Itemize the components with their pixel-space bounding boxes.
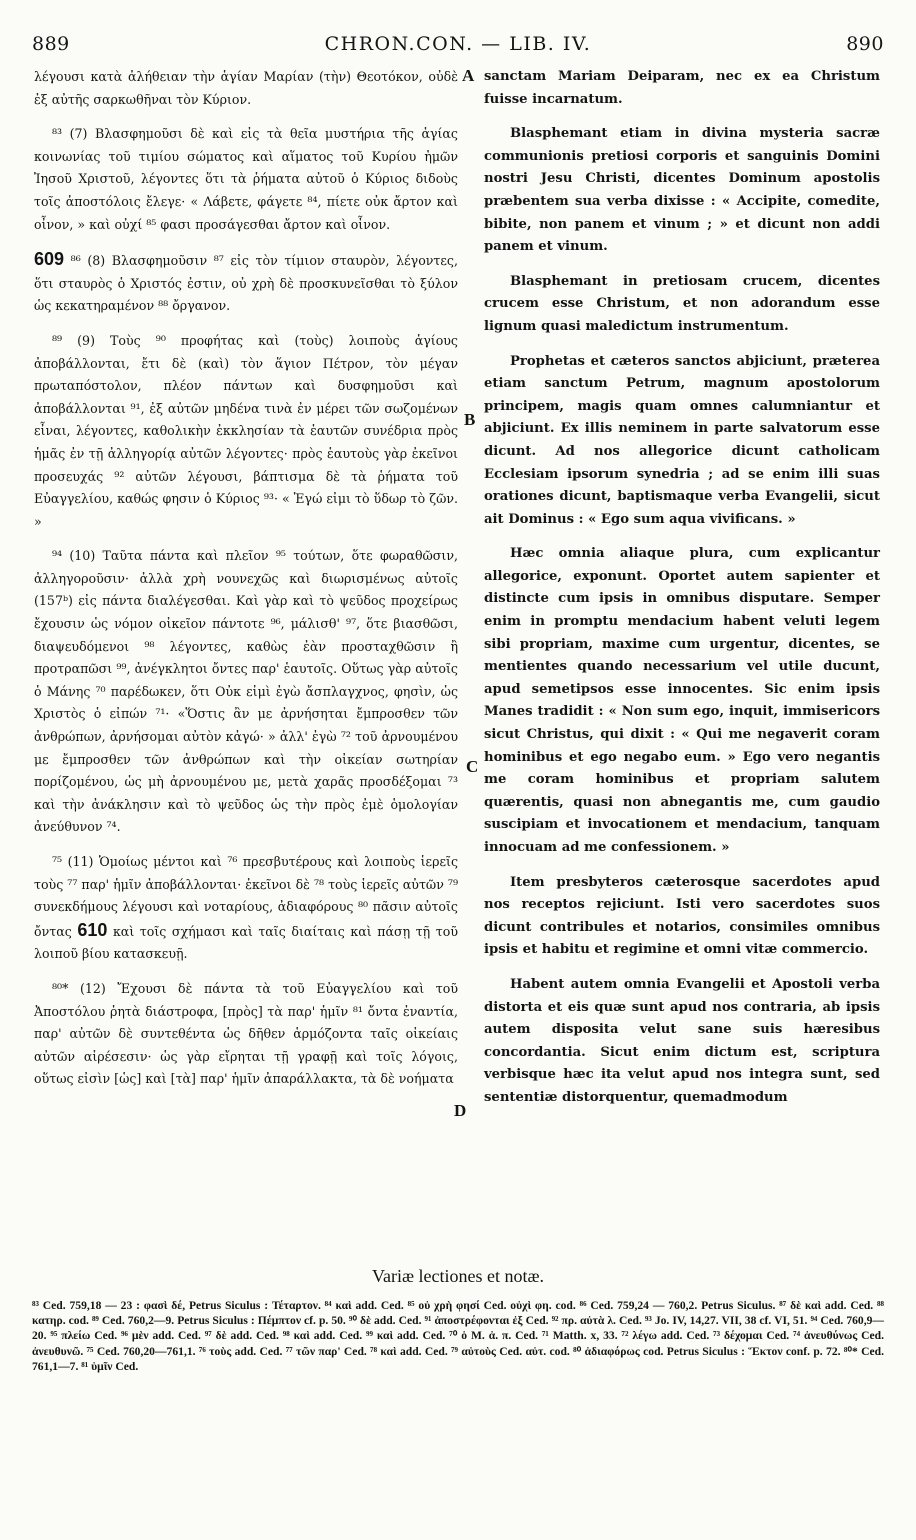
greek-column <box>34 66 458 1103</box>
margin-marker-c: C <box>466 757 479 776</box>
greek-paragraph-text: καὶ τοῖς σχήμασι καὶ ταῖς διαίταις καὶ πάσῃ τῇ τοῦ λοιποῦ βίου κατασκευῇ. <box>34 923 458 962</box>
greek-paragraph: ⁹⁴ (10) Ταῦτα πάντα καὶ πλεῖον ⁹⁵ τούτων, ὅτε φωραθῶσιν, ἀλληγοροῦσιν· ἀλλὰ χρὴ νουνεχῶς καὶ διωρισμένως αὐτοῖς (157ᵇ) εἰς πάντα διαλέγεσθαι. Καὶ γὰρ καὶ τὸ ψεῦδος προχείρως ἔχουσιν ὡς νόμον οἰκεῖον πάντοτε ⁹⁶, μάλισθ' ⁹⁷, ὅτε βιασθῶσι, διαψευδόμενοι ⁹⁸ λέγοντες, καθὼς ἐὰν προσταχθῶσιν ἢ προτραπῶσι ⁹⁹, ἀνέγκλητοι ὄντες παρ' ἑαυτοῖς. Οὕτως γὰρ αὐτοῖς ὁ Μάνης ⁷⁰ παρέδωκεν, ὅτι Οὐκ εἰμὶ ἐγὼ ἄσπλαγχνος, φησὶν, ὡς Χριστὸς ὁ εἰπών ⁷¹· «Ὅστις ἂν με ἀρνήσηται ἔμπροσθεν τῶν ἀνθρώπων, ἀρνήσομαι αὐτὸν κἀγώ· » ἀλλ' ἐγὼ ⁷² τοῦ ἀρνουμένου με ἔμπροσθεν τῶν ἀνθρώπων καὶ τὴν οἰκείαν σωτηρίαν πορίζομένου, ὡς μὴ ἀρνουμένου με, μετὰ χαρᾶς προσδέξομαι ⁷³ καὶ τὴν ἀνάκλησιν καὶ τὸ ψεῦδος ὡς τὴν πρὸς ἐμὲ ὁμολογίαν ἀνεύθυνον ⁷⁴. <box>34 548 458 835</box>
latin-paragraph: Blasphemant etiam in divina mysteria sacræ communionis pretiosi corporis et sanguinis Domini nostri Jesu Christi, dicentes Dominum apostolis præbentem sua verba dixisse : « Accipite, comedite, bibite, non panem et vinum ; » et dicunt non addi panem et vinum. <box>484 126 880 255</box>
greek-paragraph <box>34 851 458 966</box>
greek-paragraph <box>34 248 458 318</box>
margin-marker-b: B <box>464 410 476 429</box>
column-number-610: 610 <box>77 919 108 940</box>
column-number-609: 609 <box>34 249 65 270</box>
latin-paragraph: Item presbyteros cæterosque sacerdotes apud nos receptos rejiciunt. Isti vero sacerdotes suos dicunt contribules et notarios, consimiles omnibus ipsis et habitu et regimine et omni vitæ commercio. <box>484 874 880 958</box>
margin-marker-d: D <box>454 1101 467 1120</box>
latin-paragraph: Blasphemant in pretiosam crucem, dicentes crucem esse Christum, et non adorandum esse lignum quasi maledictum instrumentum. <box>484 273 880 334</box>
latin-paragraph: Habent autem omnia Evangelii et Apostoli verba distorta et eis quæ sunt apud nos contraria, ab ipsis autem disposita velut sane suis hæresibus concordantia. Sicut enim dictum est, scriptura verbisque hæc ita velut apud nos integra sunt, sed sententiæ distorquentur, quemadmodum <box>484 976 880 1105</box>
greek-paragraph: ⁸⁰* (12) Ἔχουσι δὲ πάντα τὰ τοῦ Εὐαγγελίου καὶ τοῦ Ἀποστόλου ῥητὰ διάστροφα, [πρὸς] τὰ παρ' ἡμῖν ⁸¹ ὄντα ἐναντία, παρ' αὐτῶν δὲ συντεθέντα ὡς δῆθεν ἁρμόζοντα ταῖς οἰκείαις αὐτῶν αἱρέσεσιν· ὡς γὰρ εἴρηται τῇ γραφῇ καὶ τοῖς λόγοις, οὕτως εἰσὶν [ὡς] καὶ [τὰ] παρ' ἡμῖν ἀπαράλλακτα, τὰ δὲ νοήματα <box>34 980 458 1087</box>
notes-heading: Variæ lectiones et notæ. <box>372 1266 544 1286</box>
greek-paragraph: ⁸⁹ (9) Τοὺς ⁹⁰ προφήτας καὶ (τοὺς) λοιποὺς ἁγίους ἀποβάλλονται, ἔτι δὲ (καὶ) τὸν ἅγιον Πέτρον, τὸν μέγαν πρωταπόστολον, πλέον πάντων καὶ δυσφημοῦσι καὶ ἀποβάλλονται ⁹¹, ἐξ αὐτῶν μηδένα τινὰ ἐν μέρει τῶν σωζομένων εἶναι, λέγοντες, καθολικὴν ἐκκλησίαν τὰ ἑαυτῶν συνέδρια πρὸς ἡμᾶς ἐν τῇ ἀλληγορίᾳ αὐτῶν λέγοντες· πρὸς ἑαυτοὺς γὰρ ἐκεῖνοι προσευχάς ⁹² αὐτῶν λέγουσι, βάπτισμα δὲ τὰ ῥήματα τοῦ Εὐαγγελίου, καθώς φησιν ὁ Κύριος ⁹³· « Ἐγώ εἰμι τὸ ὕδωρ τὸ ζῶν. » <box>34 332 458 529</box>
greek-paragraph: λέγουσι κατὰ ἀλήθειαν τὴν ἁγίαν Μαρίαν (τὴν) Θεοτόκον, οὐδὲ ἐξ αὐτῆς σαρκωθῆναι τὸν Κύριον. <box>34 69 458 107</box>
greek-paragraph: ⁸³ (7) Βλασφημοῦσι δὲ καὶ εἰς τὰ θεῖα μυστήρια τῆς ἁγίας κοινωνίας τοῦ τιμίου σώματος καὶ αἵματος τοῦ Κυρίου ἡμῶν Ἰησοῦ Χριστοῦ, λέγοντες ὅτι τὰ ῥήματα αὐτοῦ ὁ Κύριος διδοὺς τοῖς ἀποστόλοις ἔλεγε· « Λάβετε, φάγετε ⁸⁴, πίετε οὐκ ἄρτον καὶ οἶνον, » καὶ οὐχί ⁸⁵ φασι προσάγεσθαι ἄρτον καὶ οἶνον. <box>34 126 458 232</box>
latin-paragraph: Hæc omnia aliaque plura, cum explicantur allegorice, exponunt. Oportet autem sapienter et distincte cum ipsis in omnibus disputare. Semper enim in promptu mendacium habent veluti legem sibi propriam, maxime cum urgentur, dicentes, se mentientes quando necessarium vel utile ducunt, apud semetipsos esse innocentes. Sic enim ipsis Manes tradidit : « Non sum ego, inquit, immisericors sicut Christus, qui dixit : « Qui me negaverit coram hominibus et ego negabo eum. » Ego vero negantis me coram hominibus et propriam salutem quærentis, quasi non abnegantis me, cum gaudio suscipiam et invocationem et mendacium, tanquam innocuam ad me confessionem. » <box>484 546 880 855</box>
right-page-number: 890 <box>846 33 884 55</box>
latin-paragraph: Prophetas et cæteros sanctos abjiciunt, præterea etiam sanctum Petrum, magnum apostolorum principem, magis quam omnes calumniantur et abjiciunt. Ex illis neminem in parte salvatorum esse dicunt. Ad nos allegorice dicunt catholicam Ecclesiam ipsorum synedria ; ad se enim illi suas orationes dicunt, baptismaque verba Evangelii, sicut ait Dominus : « Ego sum aqua vivificans. » <box>484 353 880 527</box>
left-page-number: 889 <box>32 33 70 55</box>
variant-readings-notes: ⁸³ Ced. 759,18 — 23 : φασὶ δέ, Petrus Siculus : Τέταρτον. ⁸⁴ καὶ add. Ced. ⁸⁵ οὐ χρὴ φησί Ced. οὐχὶ φη. cod. ⁸⁶ Ced. 759,24 — 760,2. Petrus Siculus. ⁸⁷ δὲ καὶ add. Ced. ⁸⁸ κατηρ. cod. ⁸⁹ Ced. 760,2—9. Petrus Siculus : Πέμπτον cf. p. 50. ⁹⁰ δὲ add. Ced. ⁹¹ ἀποστρέφονται ἐξ Ced. ⁹² πρ. αὐτὰ λ. Ced. ⁹³ Jo. IV, 14,27. VII, 38 cf. VI, 51. ⁹⁴ Ced. 760,9—20. ⁹⁵ πλείω Ced. ⁹⁶ μὲν add. Ced. ⁹⁷ δὲ add. Ced. ⁹⁸ καὶ add. Ced. ⁹⁹ καὶ add. Ced. ⁷⁰ ὁ Μ. ἀ. π. Ced. ⁷¹ Matth. x, 33. ⁷² λέγω add. Ced. ⁷³ δέχομαι Ced. ⁷⁴ ἀνευθύνως Ced. ἀνευθυνῶ. ⁷⁵ Ced. 760,20—761,1. ⁷⁶ τοὺς add. Ced. ⁷⁷ τῶν παρ' Ced. ⁷⁸ καὶ add. Ced. ⁷⁹ αὐτοὺς Ced. αὐτ. cod. ⁸⁰ ἀδιαφόρως cod. Petrus Siculus : Ἕκτον conf. p. 72. ⁸⁰* Ced. 761,1—7. ⁸¹ ὑμῖν Ced. <box>32 1299 884 1373</box>
greek-paragraph-text: ⁸⁶ (8) Βλασφημοῦσιν ⁸⁷ εἰς τὸν τίμιον σταυρὸν, λέγοντες, ὅτι σταυρὸς ὁ Χριστός ἐστιν, οὐ χρὴ δὲ προσκυνεῖσθαι τὸ ξύλον ὡς κεκατηραμένον ⁸⁸ ὄργανον. <box>34 253 458 314</box>
greek-paragraph-text: ⁷⁵ (11) Ὁμοίως μέντοι καὶ ⁷⁶ πρεσβυτέρους καὶ λοιποὺς ἱερεῖς τοὺς ⁷⁷ παρ' ἡμῖν ἀποβάλλονται· ἐκεῖνοι δὲ ⁷⁸ τοὺς ἱερεῖς αὐτῶν ⁷⁹ συνεκδήμους λέγουσι καὶ νοταρίους, ἀδιαφόρους ⁸⁰ πᾶσιν αὐτοῖς ὄντας <box>34 854 458 939</box>
running-header <box>32 30 884 58</box>
latin-paragraph: sanctam Mariam Deiparam, nec ex ea Christum fuisse incarnatum. <box>484 69 880 107</box>
margin-marker-a: A <box>462 66 475 85</box>
running-title: CHRON.CON. — LIB. IV. <box>324 33 592 55</box>
latin-column <box>484 66 880 1122</box>
